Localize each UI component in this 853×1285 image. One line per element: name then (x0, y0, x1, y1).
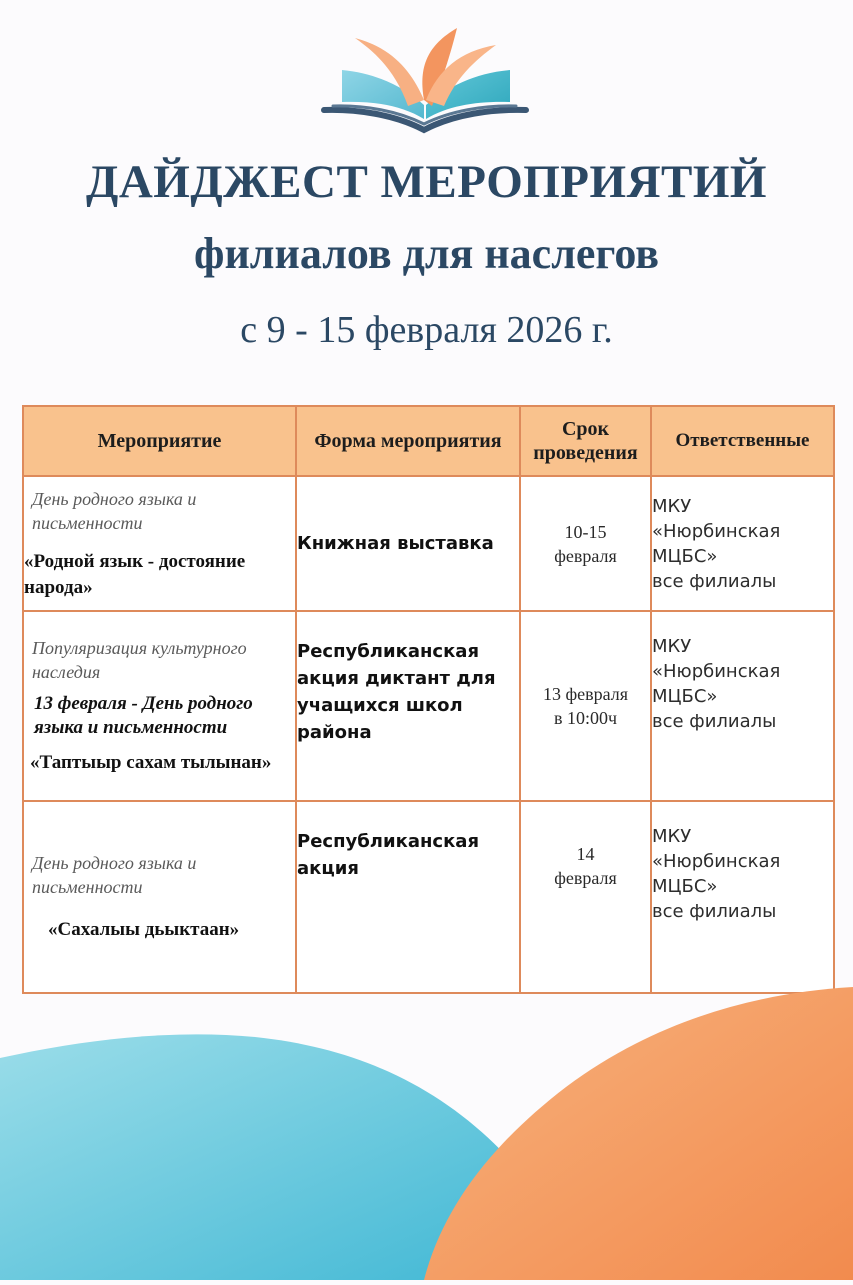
event-form: Республиканская акция диктант для учащихся школ района (296, 611, 520, 801)
event-date-line2: февраля (554, 545, 617, 566)
date-range: с 9 - 15 февраля 2026 г. (240, 309, 613, 351)
responsible-line: «Нюрбинская (652, 851, 781, 872)
responsible-line: «Нюрбинская (652, 520, 781, 542)
responsible-line: МКУ (652, 636, 692, 657)
event-responsible (651, 801, 834, 993)
column-header-date: Срок проведения (520, 406, 651, 476)
column-header-event: Мероприятие (23, 406, 296, 476)
responsible-line: МЦБС» (652, 545, 718, 567)
responsible-line: все филиалы (652, 570, 777, 592)
event-date (520, 801, 651, 993)
responsible-line: МКУ (652, 826, 692, 847)
event-topic: День родного языка и письменности (32, 853, 197, 897)
event-title: «Таптыыр сахам тылынан» (30, 752, 272, 773)
column-header-responsible: Ответственные (651, 406, 834, 476)
event-date-line2: февраля (554, 868, 617, 888)
page-subtitle: филиалов для наслегов (194, 229, 659, 278)
event-date (520, 611, 651, 801)
responsible-line: все филиалы (652, 711, 777, 732)
responsible-line: «Нюрбинская (652, 661, 781, 682)
open-book-icon (320, 18, 530, 138)
event-cell (23, 611, 296, 801)
page-title: ДАЙДЖЕСТ МЕРОПРИЯТИЙ (86, 156, 767, 208)
event-responsible (651, 476, 834, 611)
event-date (520, 476, 651, 611)
event-date-line1: 14 (576, 844, 595, 864)
responsible-line: МКУ (652, 495, 692, 517)
event-form: Книжная выставка (296, 476, 520, 611)
event-highlight: 13 февраля - День родного языка и письменности (34, 693, 253, 738)
column-header-form: Форма мероприятия (296, 406, 520, 476)
events-table (22, 405, 835, 994)
table-row (23, 801, 834, 993)
event-responsible (651, 611, 834, 801)
event-topic: День родного языка и письменности (32, 488, 197, 533)
table-header (23, 406, 834, 476)
event-title: «Сахалыы дьыктаан» (48, 919, 240, 940)
table-row (23, 611, 834, 801)
event-title: «Родной язык - достояние народа» (24, 550, 246, 598)
responsible-line: все филиалы (652, 901, 777, 922)
event-date-line1: 10-15 (564, 521, 607, 542)
responsible-line: МЦБС» (652, 686, 718, 707)
event-topic: Популяризация культурного наследия (32, 638, 247, 682)
event-date-line1: 13 февраля (542, 684, 629, 704)
event-date-line2: в 10:00ч (553, 708, 618, 728)
event-cell (23, 476, 296, 611)
event-cell (23, 801, 296, 993)
event-form: Республиканская акция (296, 801, 520, 993)
responsible-line: МЦБС» (652, 876, 718, 897)
table-header-row (23, 406, 834, 476)
table-row (23, 476, 834, 611)
